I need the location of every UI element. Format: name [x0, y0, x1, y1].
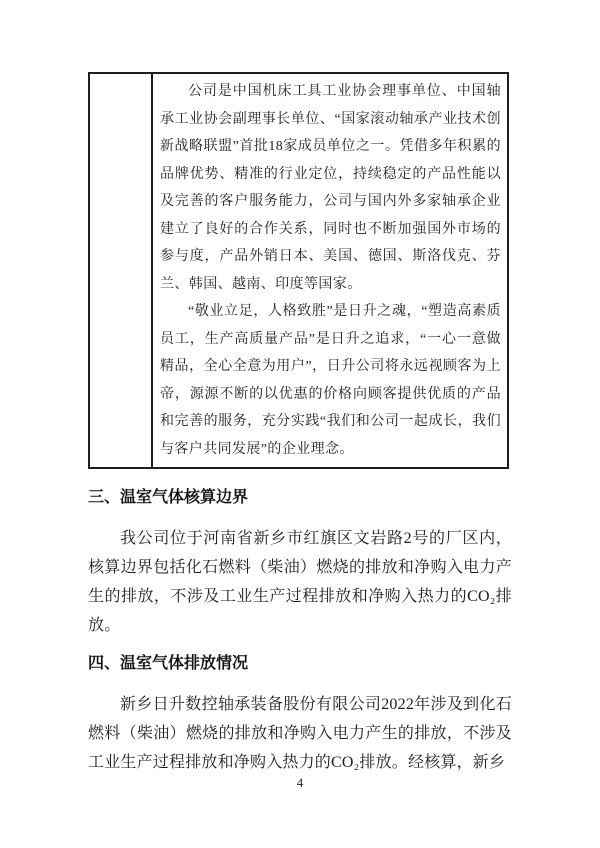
page-content	[88, 72, 512, 777]
company-profile-table	[88, 72, 509, 469]
page-number: 4	[296, 775, 304, 790]
table-text-cell	[153, 74, 507, 467]
emission-situation-paragraph: 新乡日升数控轴承装备股份有限公司2022年涉及到化石燃料（柴油）燃烧的排放和净购入电力产生的排放，不涉及工业生产过程排放和净购入热力的CO₂排放。经核算，新乡	[88, 696, 512, 771]
company-intro-paragraph: 公司是中国机床工具工业协会理事单位、中国轴承工业协会副理事长单位、“国家滚动轴承产业技术创新战略联盟”首批18家成员单位之一。凭借多年积累的品牌优势、精准的行业定位，持续稳定的产品性能以及完善的客户服务能力，公司与国内外多家轴承企业建立了良好的合作关系，同时也不断加强国外市场的参与度，产品外销日本、美国、德国、斯洛伐克、芬兰、韩国、越南、印度等国家。	[160, 84, 501, 292]
company-philosophy-paragraph: “敬业立足，人格致胜”是日升之魂，“塑造高素质员工，生产高质量产品”是日升之追求，“一心一意做精品，全心全意为用户”，日升公司将永远视顾客为上帝，源源不断的以优惠的价格向顾客提供优质的产品和完善的服务，充分实践“我们和公司一起成长，我们与客户共同发展”的企业理念。	[160, 304, 501, 457]
accounting-boundary-paragraph: 我公司位于河南省新乡市红旗区文岩路2号的厂区内，核算边界包括化石燃料（柴油）燃烧的排放和净购入电力产生的排放，不涉及工业生产过程排放和净购入热力的CO₂排放。	[88, 530, 512, 634]
table-label-cell	[90, 74, 153, 467]
section-heading-accounting-boundary: 三、温室气体核算边界	[88, 489, 249, 506]
section-heading-emission-situation: 四、温室气体排放情况	[88, 655, 249, 672]
